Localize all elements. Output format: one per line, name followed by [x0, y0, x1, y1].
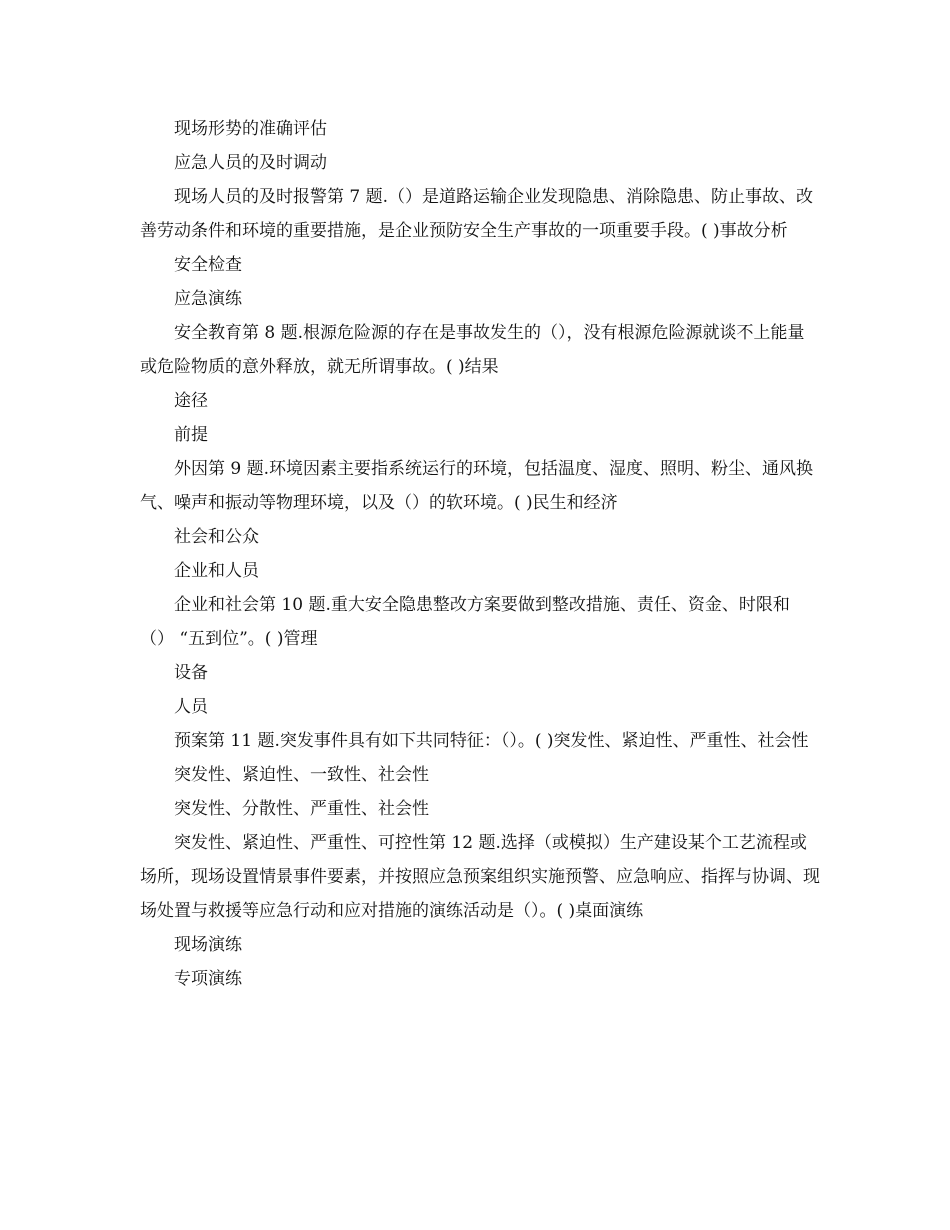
paragraph: 应急人员的及时调动: [174, 153, 327, 173]
paragraph: 现场人员的及时报警第 7 题.（）是道路运输企业发现隐患、消除隐患、防止事故、改善劳动条件和环境的重要措施，是企业预防安全生产事故的一项重要手段。( )事故分析: [140, 187, 814, 241]
paragraph: 前提: [174, 425, 208, 445]
paragraph: 安全教育第 8 题.根源危险源的存在是事故发生的（），没有根源危险源就谈不上能量或危险物质的意外释放，就无所谓事故。( )结果: [140, 323, 805, 377]
paragraph: 突发性、紧迫性、一致性、社会性: [174, 765, 429, 785]
paragraph: 设备: [174, 663, 208, 683]
paragraph: 预案第 11 题.突发事件具有如下共同特征：（）。( )突发性、紧迫性、严重性、社会性: [174, 731, 809, 751]
paragraph: 突发性、分散性、严重性、社会性: [174, 799, 429, 819]
paragraph: 突发性、紧迫性、严重性、可控性第 12 题.选择（或模拟）生产建设某个工艺流程或场所，现场设置情景事件要素，并按照应急预案组织实施预警、应急响应、指挥与协调、现场处置与救援等应急行动和应对措施的演练活动是（）。( )桌面演练: [140, 833, 820, 921]
document-body: [140, 112, 820, 996]
paragraph: 外因第 9 题.环境因素主要指系统运行的环境，包括温度、湿度、照明、粉尘、通风换气、噪声和振动等物理环境，以及（）的软环境。( )民生和经济: [140, 459, 814, 513]
paragraph: 人员: [174, 697, 208, 717]
paragraph: 专项演练: [174, 969, 242, 989]
paragraph: 安全检查: [174, 255, 242, 275]
paragraph: 途径: [174, 391, 208, 411]
paragraph: 应急演练: [174, 289, 242, 309]
paragraph: 现场形势的准确评估: [174, 119, 327, 139]
paragraph: 企业和人员: [174, 561, 259, 581]
paragraph: 企业和社会第 10 题.重大安全隐患整改方案要做到整改措施、责任、资金、时限和（） “五到位”。( )管理: [140, 595, 790, 649]
paragraph: 社会和公众: [174, 527, 259, 547]
paragraph: 现场演练: [174, 935, 242, 955]
